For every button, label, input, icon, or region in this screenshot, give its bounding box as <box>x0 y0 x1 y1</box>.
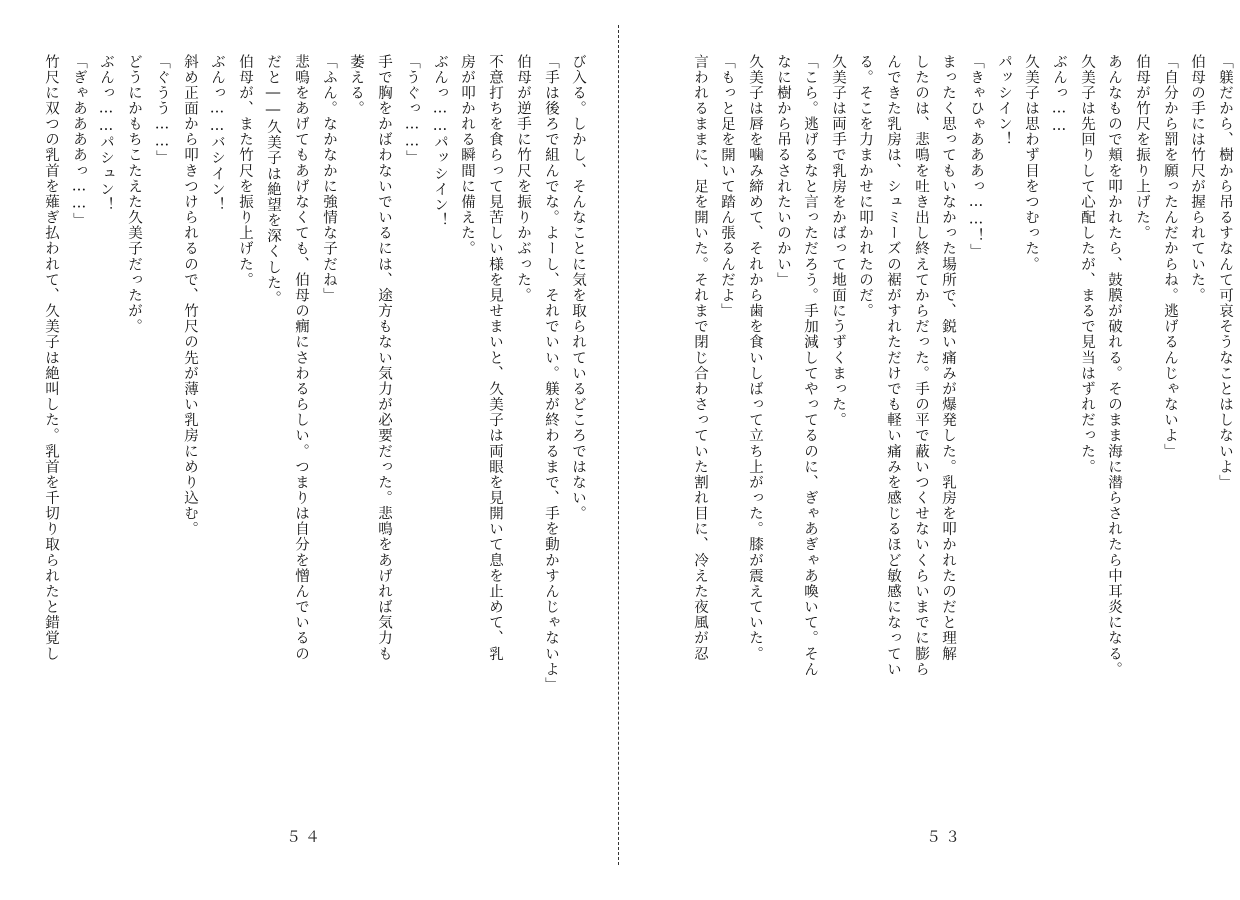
text-column: ぶんっ……バシイン！ <box>209 54 225 213</box>
text-column: る。そこを力まかせに叩かれたのだ。 <box>857 54 873 319</box>
text-column: び入る。しかし、そんなことに気を取られているどころではない。 <box>570 54 586 522</box>
text-column: 「ぐうう……」 <box>154 54 170 167</box>
left-page-text <box>0 54 618 724</box>
text-column: 「ふん。なかなかに強情な子だね」 <box>321 54 337 304</box>
text-column: 「うぐっ……」 <box>404 54 420 167</box>
text-column: 「ぎゃああああっ……」 <box>71 54 87 229</box>
text-column: 久美子は両手で乳房をかばって地面にうずくまった。 <box>830 54 846 428</box>
text-column: なに樹から吊るされたいのかい」 <box>775 54 791 288</box>
page-number: ５３ <box>926 828 965 846</box>
text-column: 萎える。 <box>348 54 364 117</box>
text-column: 「もっと足を開いて踏ん張るんだよ」 <box>719 54 735 319</box>
text-column: どうにかもちこたえた久美子だったが。 <box>126 54 142 335</box>
text-column: 伯母が竹尺を振り上げた。 <box>1134 54 1150 241</box>
text-column: 伯母が、また竹尺を振り上げた。 <box>237 54 253 288</box>
right-page-text <box>620 54 1240 724</box>
text-column: んできた乳房は、シュミーズの裾がすれただけでも軽い痛みを感じるほど敏感になってい <box>885 54 901 678</box>
text-column: 「こら。逃げるなと言っただろう。手加減してやってるのに、ぎゃあぎゃあ喚いて。そん <box>802 54 818 678</box>
text-column: パッシイン！ <box>996 54 1012 148</box>
text-column: したのは、悲鳴を吐き出し終えてからだった。手の平で蔽いつくせないくらいまでに膨ら <box>913 54 929 678</box>
text-column: 久美子は先回りして心配したが、まるで見当はずれだった。 <box>1079 54 1095 475</box>
text-column: まったく思ってもいなかった場所で、鋭い痛みが爆発した。乳房を叩かれたのだと理解 <box>940 54 956 662</box>
text-column: 言われるままに、足を開いた。それまで閉じ合わさっていた割れ目に、冷えた夜風が忍 <box>692 54 708 662</box>
text-column: 伯母の手には竹尺が握られていた。 <box>1189 54 1205 304</box>
page-number: ５４ <box>286 828 325 846</box>
text-column: ぶんっ…… <box>1051 54 1067 135</box>
text-column: あんなもので頬を叩かれたら、鼓膜が破れる。そのまま海に潜らされたら中耳炎になる。 <box>1106 54 1122 678</box>
text-column: 斜め正面から叩きつけられるので、竹尺の先が薄い乳房にめり込む。 <box>182 54 198 537</box>
text-column: ぶんっ……パシュン！ <box>98 54 114 213</box>
text-column: 悲鳴をあげてもあげなくても、伯母の癇にさわるらしい。つまりは自分を憎んでいるの <box>293 54 309 662</box>
left-page <box>0 0 618 900</box>
text-column: だと――久美子は絶望を深くした。 <box>265 54 281 307</box>
text-column: 久美子は唇を噛み締めて、それから歯を食いしばって立ち上がった。膝が震えていた。 <box>747 54 763 662</box>
text-column: 竹尺に双つの乳首を薙ぎ払われて、久美子は絶叫した。乳首を千切り取られたと錯覚し <box>43 54 59 662</box>
text-column: 久美子は思わず目をつむった。 <box>1023 54 1039 273</box>
text-column: 「手は後ろで組んでな。よーし、それでいい。躾が終わるまで、手を動かすんじゃないよ」 <box>543 54 559 693</box>
text-column: 「きゃひゃあああっ……！」 <box>968 54 984 260</box>
text-column: 房が叩かれる瞬間に備えた。 <box>459 54 475 257</box>
text-column: 手で胸をかばわないでいるには、途方もない気力が必要だった。悲鳴をあげれば気力も <box>376 54 392 662</box>
text-column: ぶんっ……パッシイン！ <box>432 54 448 229</box>
text-column: 伯母が逆手に竹尺を振りかぶった。 <box>515 54 531 304</box>
right-page <box>620 0 1240 900</box>
text-column: 不意打ちを食らって見苦しい様を見せまいと、久美子は両眼を見開いて息を止めて、乳 <box>487 54 503 662</box>
text-column: 「自分から罰を願ったんだからね。逃げるんじゃないよ」 <box>1162 54 1178 460</box>
text-column: 「躾だから、樹から吊るすなんて可哀そうなことはしないよ」 <box>1217 54 1233 491</box>
page-divider <box>618 25 619 865</box>
